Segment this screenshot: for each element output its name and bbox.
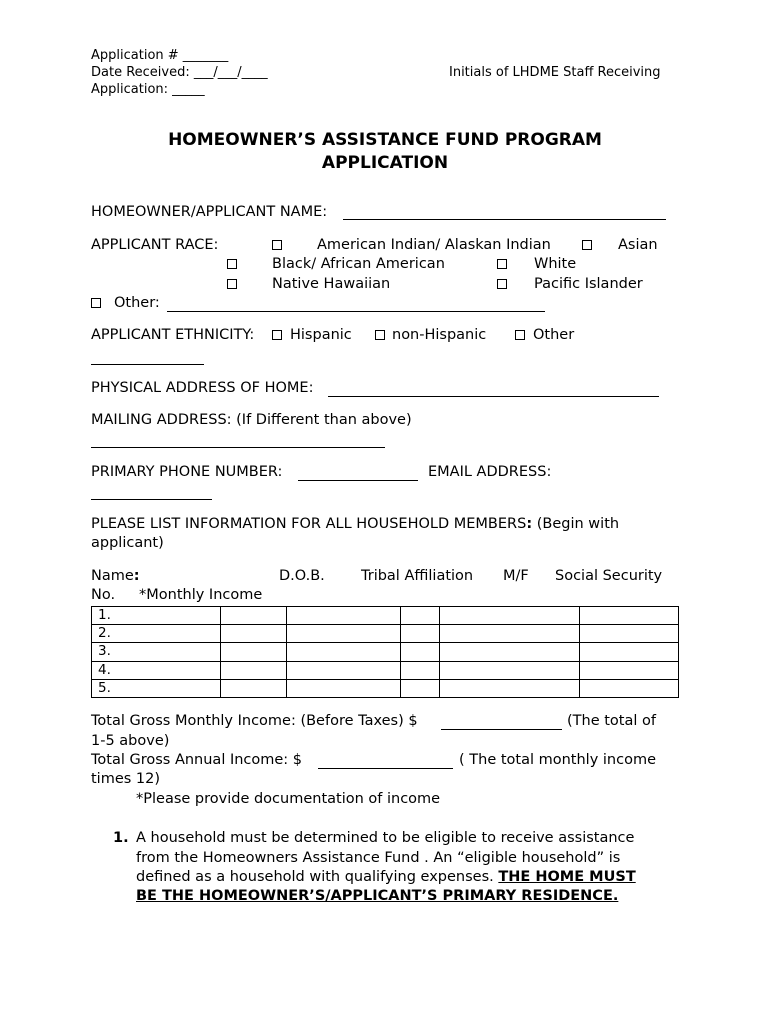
phone-label: PRIMARY PHONE NUMBER: [91,464,283,480]
table-cell[interactable] [401,643,440,661]
table-cell[interactable] [286,679,401,697]
household-instruction: PLEASE LIST INFORMATION FOR ALL HOUSEHOLD MEMBERS: (Begin with [91,516,620,532]
race-label: APPLICANT RACE: [91,237,219,253]
table-cell[interactable] [580,661,679,679]
table-cell[interactable] [580,679,679,697]
checkbox-asian[interactable] [582,240,592,250]
row-number: 5. [92,679,221,697]
row-number: 2. [92,625,221,643]
table-cell[interactable] [401,607,440,625]
mailing-address-label: MAILING ADDRESS: (If Different than above) [91,412,412,428]
application-field: Application: _____ [91,82,205,97]
annual-income-label: Total Gross Annual Income: $ [91,752,303,768]
page-title-line2: APPLICATION [321,153,449,173]
table-cell[interactable] [580,625,679,643]
table-cell[interactable] [220,661,286,679]
ethnicity-hispanic: Hispanic [290,327,352,343]
physical-address-field[interactable] [328,396,659,397]
table-row [92,679,679,697]
monthly-income-note-line2: 1-5 above) [91,733,170,749]
table-cell[interactable] [220,643,286,661]
table-row [92,625,679,643]
household-table [91,606,679,698]
race-black: Black/ African American [272,256,445,272]
race-white: White [534,256,577,272]
item-text-line3: defined as a household with qualifying expenses. THE HOME MUST [136,869,636,885]
annual-income-note-line2: times 12) [91,771,161,787]
applicant-name-label: HOMEOWNER/APPLICANT NAME: [91,204,328,220]
ethnicity-other: Other [533,327,575,343]
checkbox-native-hawaiian[interactable] [227,279,237,289]
table-cell[interactable] [440,679,580,697]
row-number: 4. [92,661,221,679]
table-cell[interactable] [580,607,679,625]
table-cell[interactable] [440,607,580,625]
race-other-label: Other: [114,295,160,311]
ethnicity-other-field[interactable] [91,364,204,365]
table-cell[interactable] [401,661,440,679]
table-cell[interactable] [401,679,440,697]
table-cell[interactable] [220,679,286,697]
table-cell[interactable] [286,661,401,679]
ethnicity-non-hispanic: non-Hispanic [392,327,487,343]
race-other-field[interactable] [167,311,545,312]
checkbox-american-indian[interactable] [272,240,282,250]
table-cell[interactable] [220,625,286,643]
ethnicity-label: APPLICANT ETHNICITY: [91,327,255,343]
col-dob: D.O.B. [279,568,325,584]
monthly-income-label: Total Gross Monthly Income: (Before Taxes) $ [91,713,418,729]
race-pacific-islander: Pacific Islander [534,276,643,292]
date-received: Date Received: ___/___/____ [91,65,268,80]
race-native-hawaiian: Native Hawaiian [272,276,391,292]
col-ssn: Social Security [555,568,663,584]
annual-income-field[interactable] [318,768,453,769]
item-text-line1: A household must be determined to be eligible to receive assistance [136,830,635,846]
table-row [92,607,679,625]
staff-initials: Initials of LHDME Staff Receiving [449,65,661,80]
checkbox-ethnicity-other[interactable] [515,330,525,340]
table-cell[interactable] [440,625,580,643]
table-cell[interactable] [440,643,580,661]
checkbox-race-other[interactable] [91,298,101,308]
physical-address-label: PHYSICAL ADDRESS OF HOME: [91,380,314,396]
documentation-note: *Please provide documentation of income [136,791,441,807]
phone-field[interactable] [298,480,418,481]
item-number: 1. [113,830,129,846]
table-row [92,661,679,679]
item-text-line4: BE THE HOMEOWNER’S/APPLICANT’S PRIMARY RESIDENCE. [136,888,619,904]
item-text-line2: from the Homeowners Assistance Fund . An “eligible household” is [136,850,621,866]
race-american-indian: American Indian/ Alaskan Indian [317,237,551,253]
monthly-income-field[interactable] [441,729,562,730]
col-tribal: Tribal Affiliation [361,568,474,584]
checkbox-black[interactable] [227,259,237,269]
col-name: Name: [91,568,140,584]
application-number: Application # _______ [91,48,229,63]
checkbox-hispanic[interactable] [272,330,282,340]
col-mf: M/F [503,568,529,584]
checkbox-white[interactable] [497,259,507,269]
checkbox-non-hispanic[interactable] [375,330,385,340]
email-label: EMAIL ADDRESS: [428,464,552,480]
annual-income-note: ( The total monthly income [459,752,656,768]
table-row [92,643,679,661]
table-cell[interactable] [286,625,401,643]
row-number: 3. [92,643,221,661]
table-cell[interactable] [286,607,401,625]
race-asian: Asian [618,237,658,253]
checkbox-pacific-islander[interactable] [497,279,507,289]
table-cell[interactable] [220,607,286,625]
monthly-income-note: (The total of [567,713,656,729]
applicant-name-field[interactable] [343,219,666,220]
email-field[interactable] [91,499,212,500]
col-ssn-cont: No. [91,587,116,603]
table-cell[interactable] [286,643,401,661]
table-cell[interactable] [401,625,440,643]
page-title: HOMEOWNER’S ASSISTANCE FUND PROGRAM [168,130,602,150]
col-income: *Monthly Income [139,587,263,603]
mailing-address-field[interactable] [91,447,385,448]
table-cell[interactable] [580,643,679,661]
row-number: 1. [92,607,221,625]
table-cell[interactable] [440,661,580,679]
household-instruction-line2: applicant) [91,535,164,551]
